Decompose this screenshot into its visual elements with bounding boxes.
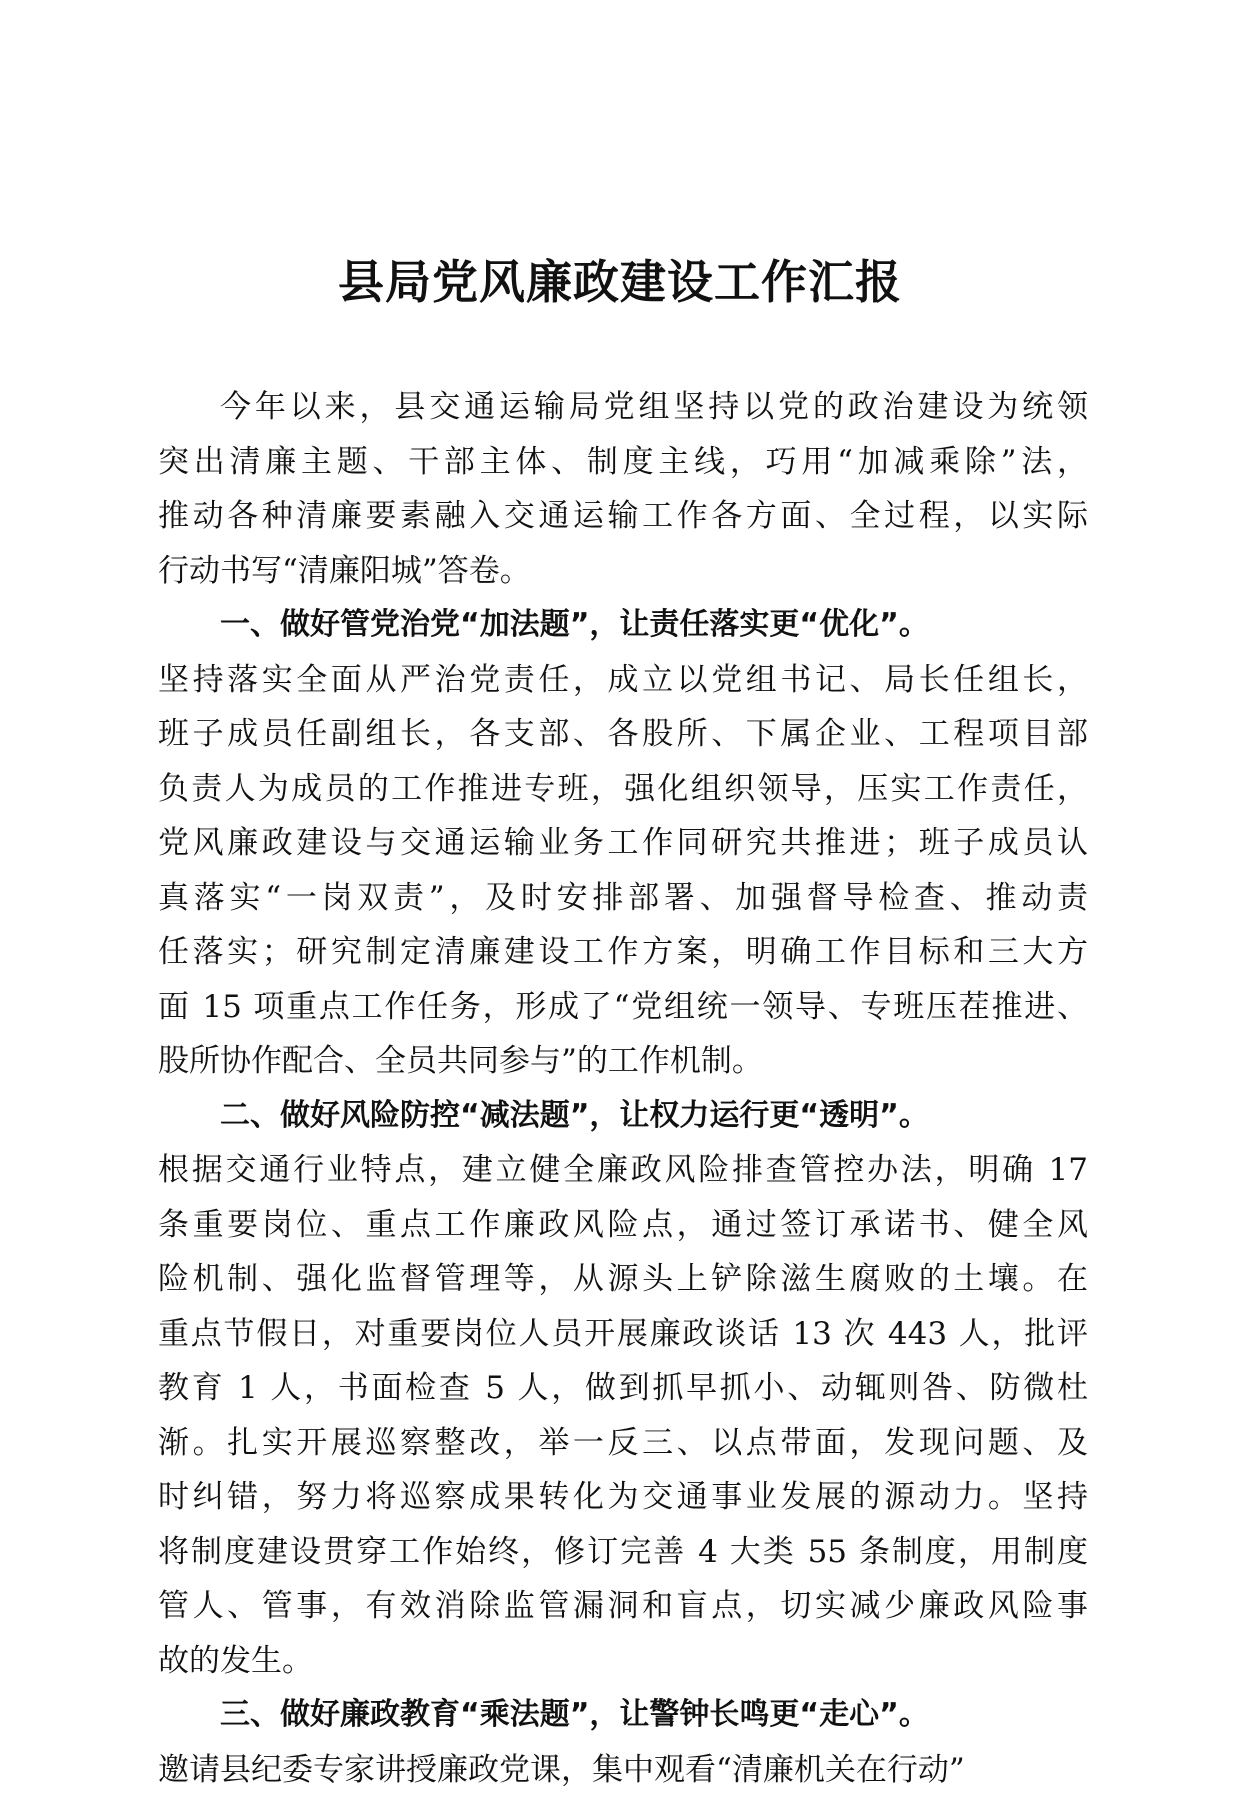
paragraph-line: 重点节假日，对重要岗位人员开展廉政谈话 13 次 443 人，批评 [158,1307,1088,1362]
paragraph-line: 教育 1 人，书面检查 5 人，做到抓早抓小、动辄则咎、防微杜 [158,1361,1088,1416]
paragraph-line: 邀请县纪委专家讲授廉政党课，集中观看“清廉机关在行动” [158,1743,1088,1797]
document-body [158,380,1088,1797]
paragraph-line: 班子成员任副组长，各支部、各股所、下属企业、工程项目部 [158,707,1088,762]
paragraph-line: 将制度建设贯穿工作始终，修订完善 4 大类 55 条制度，用制度 [158,1525,1088,1580]
section-heading-line: 一、做好管党治党“加法题”，让责任落实更“优化”。 [158,598,1088,653]
paragraph-line: 负责人为成员的工作推进专班，强化组织领导，压实工作责任， [158,762,1088,817]
paragraph-line: 时纠错，努力将巡察成果转化为交通事业发展的源动力。坚持 [158,1470,1088,1525]
paragraph-line: 股所协作配合、全员共同参与”的工作机制。 [158,1034,1088,1089]
paragraph-line: 党风廉政建设与交通运输业务工作同研究共推进；班子成员认 [158,816,1088,871]
paragraph-line: 条重要岗位、重点工作廉政风险点，通过签订承诺书、健全风 [158,1198,1088,1253]
paragraph-line: 突出清廉主题、干部主体、制度主线，巧用“加减乘除”法， [158,435,1088,490]
section-heading-line: 二、做好风险防控“减法题”，让权力运行更“透明”。 [158,1089,1088,1144]
paragraph-line: 任落实；研究制定清廉建设工作方案，明确工作目标和三大方 [158,925,1088,980]
paragraph-line: 行动书写“清廉阳城”答卷。 [158,544,1088,599]
section-heading-line: 三、做好廉政教育“乘法题”，让警钟长鸣更“走心”。 [158,1688,1088,1743]
paragraph-line: 面 15 项重点工作任务，形成了“党组统一领导、专班压茬推进、 [158,980,1088,1035]
paragraph-line: 险机制、强化监督管理等，从源头上铲除滋生腐败的土壤。在 [158,1252,1088,1307]
paragraph-line: 渐。扎实开展巡察整改，举一反三、以点带面，发现问题、及 [158,1416,1088,1471]
paragraph-line: 真落实“一岗双责”，及时安排部署、加强督导检查、推动责 [158,871,1088,926]
paragraph-line: 故的发生。 [158,1634,1088,1689]
paragraph-line: 坚持落实全面从严治党责任，成立以党组书记、局长任组长， [158,653,1088,708]
paragraph-line: 推动各种清廉要素融入交通运输工作各方面、全过程，以实际 [158,489,1088,544]
paragraph-line: 今年以来，县交通运输局党组坚持以党的政治建设为统领 [158,380,1088,435]
document-title: 县局党风廉政建设工作汇报 [0,252,1240,312]
paragraph-line: 根据交通行业特点，建立健全廉政风险排查管控办法，明确 17 [158,1143,1088,1198]
paragraph-line: 管人、管事，有效消除监管漏洞和盲点，切实减少廉政风险事 [158,1579,1088,1634]
